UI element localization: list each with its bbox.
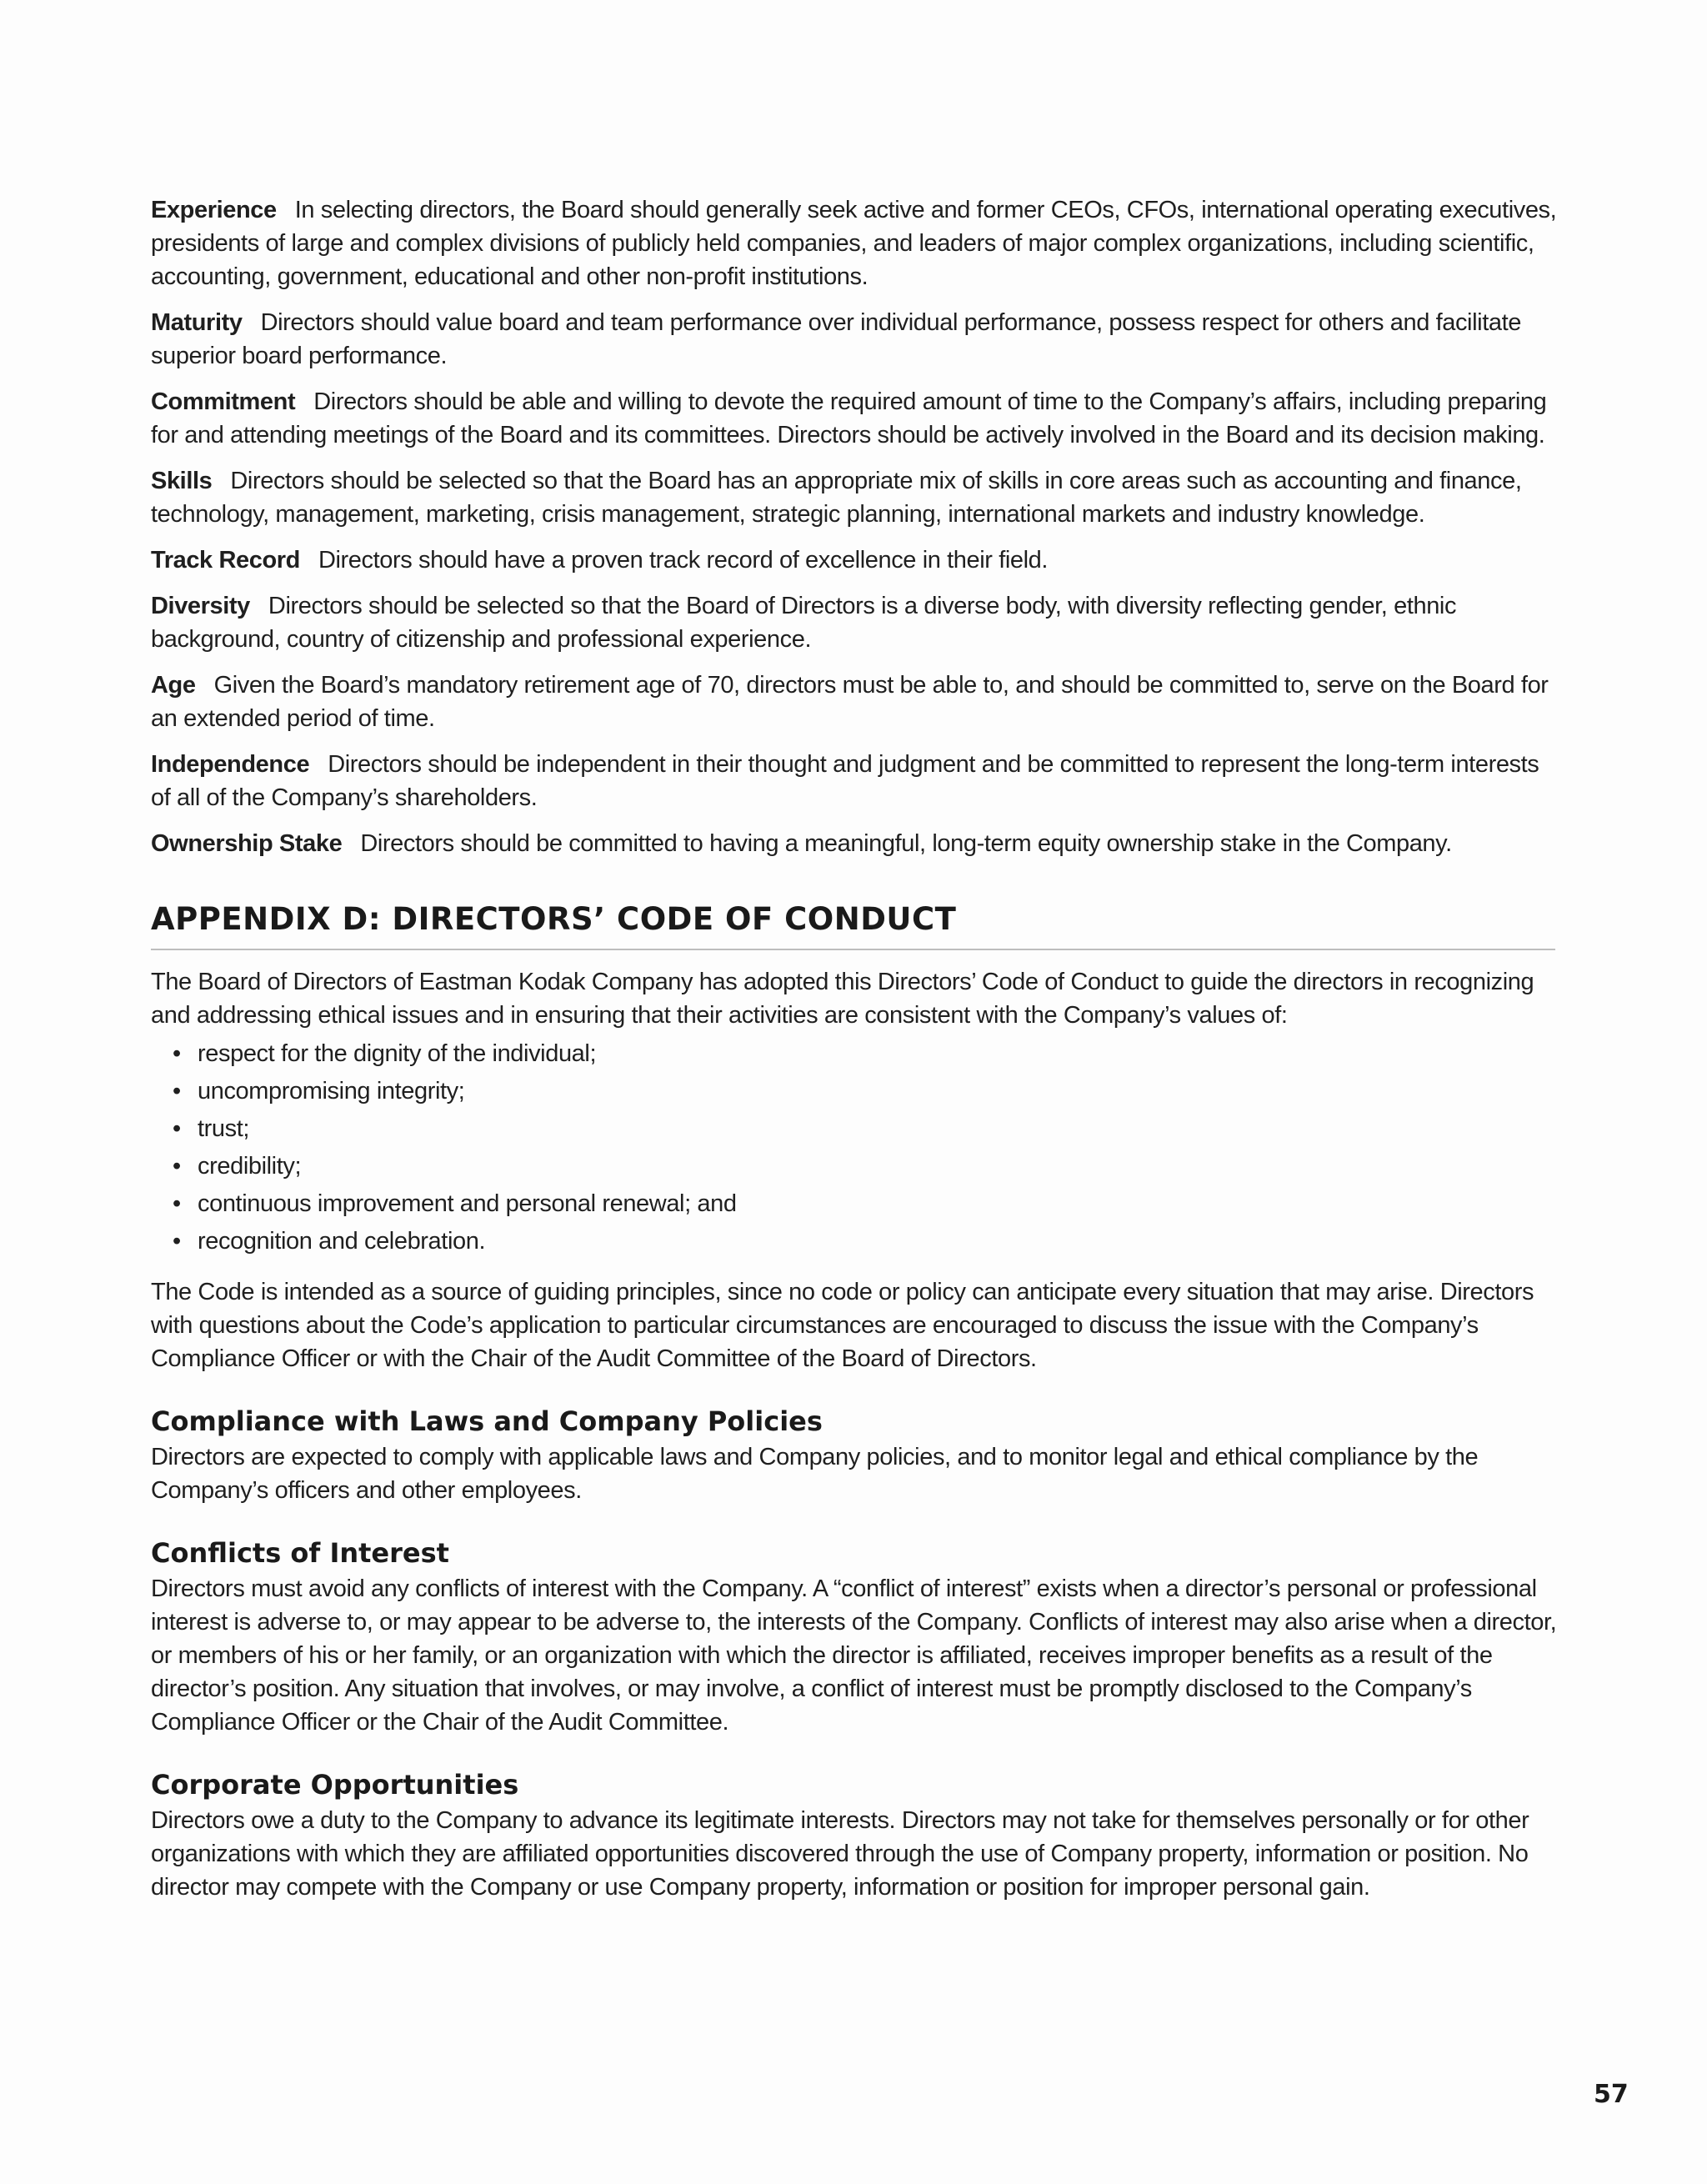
criterion-text: Directors should be selected so that the Board of Directors is a diverse body, with diversity reflecting gender, ethnic background, country of citizenship and professional experience. bbox=[151, 593, 1457, 653]
bullet-icon: • bbox=[173, 1078, 181, 1105]
criterion-skills bbox=[151, 464, 1559, 531]
criterion-ownership-stake bbox=[151, 827, 1559, 860]
criterion-text: Directors should have a proven track record of excellence in their field. bbox=[318, 547, 1049, 574]
section-heading-compliance: Compliance with Laws and Company Policies bbox=[151, 1405, 823, 1437]
criterion-commitment bbox=[151, 385, 1559, 452]
criterion-text: Given the Board’s mandatory retirement age of 70, directors must be able to, and should be committed to, serve on the Board for an extended period of time. bbox=[151, 672, 1549, 732]
criterion-term: Skills bbox=[151, 468, 213, 494]
list-item bbox=[173, 1223, 1559, 1260]
list-item-text: uncompromising integrity; bbox=[198, 1078, 465, 1105]
criterion-text: Directors should be selected so that the Board has an appropriate mix of skills in core areas such as accounting and finance, technology, management, marketing, crisis management, strategic planning, international markets and industry knowledge. bbox=[151, 468, 1522, 528]
bullet-icon: • bbox=[173, 1190, 181, 1217]
bullet-icon: • bbox=[173, 1115, 181, 1142]
section-text-opportunities: Directors owe a duty to the Company to advance its legitimate interests. Directors may not take for themselves personally or for other organizations with which they are affiliated opportunities discovered through the use of Company property, information or position. No director may compete with the Company or use Company property, information or position for improper personal gain. bbox=[151, 1807, 1529, 1901]
section-text-compliance: Directors are expected to comply with applicable laws and Company policies, and to monitor legal and ethical compliance by the Company’s officers and other employees. bbox=[151, 1444, 1479, 1504]
page-number: 57 bbox=[1594, 2080, 1629, 2109]
list-item bbox=[173, 1148, 1559, 1185]
criterion-term: Independence bbox=[151, 751, 310, 778]
criterion-term: Age bbox=[151, 672, 196, 699]
bullet-icon: • bbox=[173, 1228, 181, 1255]
criterion-track-record bbox=[151, 543, 1559, 577]
criterion-term: Diversity bbox=[151, 593, 250, 619]
criterion-text: Directors should value board and team performance over individual performance, possess respect for others and facilitate superior board performance. bbox=[151, 309, 1521, 369]
criterion-age bbox=[151, 669, 1559, 735]
criterion-term: Experience bbox=[151, 197, 277, 223]
list-item bbox=[173, 1110, 1559, 1148]
criterion-text: Directors should be able and willing to devote the required amount of time to the Company’s affairs, including preparing for and attending meetings of the Board and its committees. Directors should be actively involved in the Board and its decision making. bbox=[151, 388, 1547, 448]
document-page bbox=[151, 193, 1559, 1904]
appendix-intro: The Board of Directors of Eastman Kodak Company has adopted this Directors’ Code of Conduct to guide the directors in recognizing and addressing ethical issues and in ensuring that their activities are consistent with the Company’s values of: bbox=[151, 969, 1534, 1029]
list-item-text: trust; bbox=[198, 1115, 250, 1142]
criterion-independence bbox=[151, 748, 1559, 814]
criterion-term: Ownership Stake bbox=[151, 830, 343, 857]
list-item bbox=[173, 1073, 1559, 1110]
section-heading-opportunities: Corporate Opportunities bbox=[151, 1769, 519, 1801]
list-item bbox=[173, 1035, 1559, 1073]
criterion-term: Commitment bbox=[151, 388, 296, 415]
list-item-text: respect for the dignity of the individual; bbox=[198, 1040, 597, 1067]
criterion-text: In selecting directors, the Board should generally seek active and former CEOs, CFOs, international operating executives, presidents of large and complex divisions of publicly held companies, and leaders of major complex organizations, including scientific, accounting, government, educational and other non-profit institutions. bbox=[151, 197, 1557, 290]
appendix-heading: APPENDIX D: DIRECTORS’ CODE OF CONDUCT bbox=[151, 900, 1555, 950]
criterion-text: Directors should be independent in their thought and judgment and be committed to represent the long-term interests of all of the Company’s shareholders. bbox=[151, 751, 1539, 811]
criterion-term: Track Record bbox=[151, 547, 300, 574]
list-item-text: credibility; bbox=[198, 1153, 302, 1180]
bullet-icon: • bbox=[173, 1040, 181, 1067]
values-list bbox=[151, 1035, 1559, 1260]
criterion-experience bbox=[151, 193, 1559, 293]
code-purpose-paragraph: The Code is intended as a source of guiding principles, since no code or policy can anticipate every situation that may arise. Directors with questions about the Code’s application to particular circumstances are encouraged to discuss the issue with the Company’s Compliance Officer or with the Chair of the Audit Committee of the Board of Directors. bbox=[151, 1279, 1534, 1372]
criterion-diversity bbox=[151, 589, 1559, 656]
bullet-icon: • bbox=[173, 1153, 181, 1180]
section-heading-conflicts: Conflicts of Interest bbox=[151, 1537, 449, 1569]
section-text-conflicts: Directors must avoid any conflicts of interest with the Company. A “conflict of interest” exists when a director’s personal or professional interest is adverse to, or may appear to be adverse to, the interests of the Company. Conflicts of interest may also arise when a director, or members of his or her family, or an organization with which the director is affiliated, receives improper benefits as a result of the director’s position. Any situation that involves, or may involve, a conflict of interest must be promptly disclosed to the Company’s Compliance Officer or the Chair of the Audit Committee. bbox=[151, 1575, 1557, 1736]
criterion-maturity bbox=[151, 306, 1559, 373]
criterion-text: Directors should be committed to having a meaningful, long-term equity ownership stake in the Company. bbox=[360, 830, 1452, 857]
list-item-text: recognition and celebration. bbox=[198, 1228, 486, 1255]
list-item-text: continuous improvement and personal renewal; and bbox=[198, 1190, 737, 1217]
criterion-term: Maturity bbox=[151, 309, 243, 336]
list-item bbox=[173, 1185, 1559, 1223]
